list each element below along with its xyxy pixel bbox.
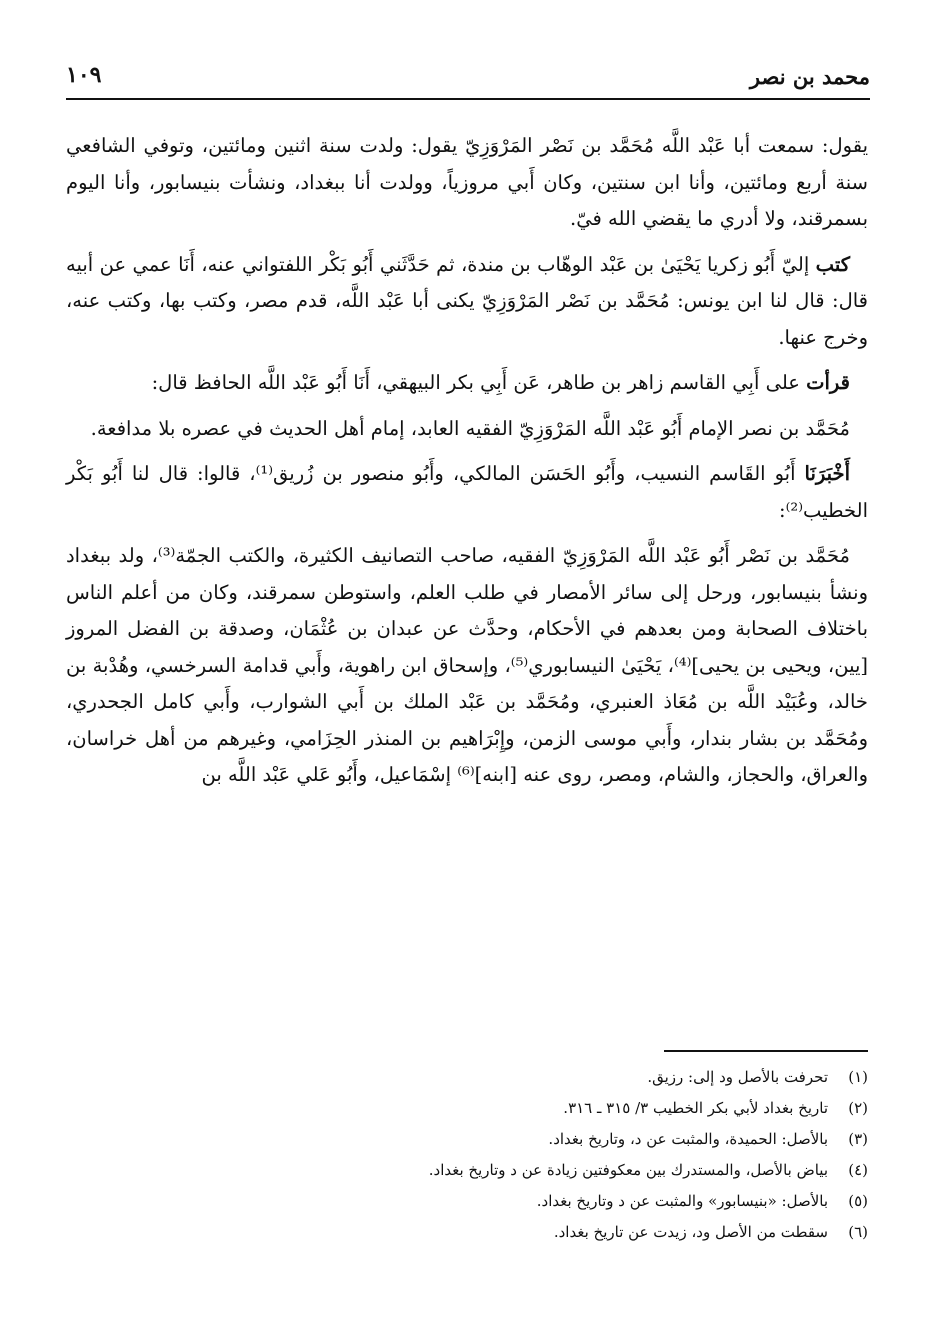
paragraph-lead: كتب — [815, 252, 850, 276]
footnote-number: (٥) — [848, 1192, 868, 1210]
footnote — [66, 1217, 868, 1248]
footnote-text: بياض بالأصل، والمستدرك بين معكوفتين زيادة عن د وتاريخ بغداد. — [428, 1161, 828, 1179]
page-header — [66, 58, 870, 100]
paragraph-lead: أَخْبَرَنَا — [804, 462, 850, 485]
paragraph — [66, 411, 868, 448]
paragraph-text: إليّ أَبُو زكريا يَحْيَىٰ بن عَبْد الوهّاب بن مندة، ثم حَدَّثَني أَبُو بَكْر اللفتواني عنه، أَنَا عمي عن أبيه قال: قال لنا ابن يونس: مُحَمَّد بن نَصْر المَرْوَزِيّ يكنى أبا عَبْد اللَّه، قدم مصر، وكتب بها، وكتب عنه، وخرج عنها. — [66, 252, 868, 349]
footnote — [66, 1186, 868, 1217]
paragraph-text: مُحَمَّد بن نَصْر أَبُو عَبْد اللَّه المَرْوَزِيّ الفقيه، صاحب التصانيف الكثيرة، والكتب الجمّة⁽³⁾، ولد ببغداد ونشأ بنيسابور، ورحل إلى سائر الأمصار في طلب العلم، واستوطن سمرقند، وكان من أعلم الناس باختلاف الصحابة ومن بعدهم في الأحكام، وحدَّث عن عبدان بن عُثْمَان، وصدقة بن الفضل المروز [يين، ويحيى بن يحيى]⁽⁴⁾، يَحْيَىٰ النيسابوري⁽⁵⁾، وإسحاق ابن راهوية، وأَبي قدامة السرخسي، وهُدْبة بن خالد، وعُبَيْد اللَّه بن مُعَاذ العنبري، ومُحَمَّد بن عَبْد الملك بن أَبي الشوارب، وأَبي كامل الجحدري، ومُحَمَّد بن بشار بندار، وأَبي موسى الزمن، وإِبْرَاهيم بن المنذر الحِزَامي، وغيرهم من أهل خراسان، والعراق، والحجاز، والشام، ومصر، روى عنه [ابنه]⁽⁶⁾ إسْمَاعيل، وأَبُو عَلي عَبْد اللَّه بن — [66, 544, 868, 786]
paragraph-lead: قرأت — [806, 371, 850, 394]
footnote-number: (٢) — [848, 1099, 868, 1117]
paragraph — [66, 128, 868, 238]
paragraph-text: يقول: سمعت أبا عَبْد اللَّه مُحَمَّد بن نَصْر المَرْوَزِيّ يقول: ولدت سنة اثنين ومائتين، وتوفي الشافعي سنة أربع ومائتين، وأنا ابن سنتين، وكان أَبي مروزياً، وولدت أنا ببغداد، ونشأت بنيسابور، وأنا اليوم بسمرقند، ولا أدري ما يقضي الله فيّ. — [66, 134, 868, 230]
footnote-text: تاريخ بغداد لأبي بكر الخطيب ٣/ ٣١٥ ـ ٣١٦. — [563, 1099, 828, 1117]
footnote-text: بالأصل: الحميدة، والمثبت عن د، وتاريخ بغداد. — [548, 1130, 828, 1148]
footnote-text: بالأصل: «بنيسابور» والمثبت عن د وتاريخ بغداد. — [536, 1192, 828, 1210]
footnote — [66, 1093, 868, 1124]
footnotes — [66, 1062, 868, 1248]
paragraph-text: مُحَمَّد بن نصر الإمام أَبُو عَبْد اللَّه المَرْوَزِيّ الفقيه العابد، إمام أهل الحديث في عصره بلا مدافعة. — [90, 416, 850, 440]
paragraph — [66, 365, 868, 402]
paragraph — [66, 247, 868, 357]
page-number: ١٠٩ — [66, 62, 102, 88]
paragraph — [66, 456, 868, 529]
main-text — [66, 128, 868, 803]
footnote-number: (٦) — [848, 1223, 868, 1241]
running-title: محمد بن نصر — [749, 64, 870, 89]
paragraph — [66, 538, 868, 794]
footnote-text: سقطت من الأصل ود، زيدت عن تاريخ بغداد. — [553, 1223, 828, 1241]
footnote — [66, 1124, 868, 1155]
footnote — [66, 1062, 868, 1093]
paragraph-text: أَبُو القَاسم النسيب، وأَبُو الحَسَن المالكي، وأَبُو منصور بن زُريق⁽¹⁾، قالوا: قال لنا أَبُو بَكْر الخطيب⁽²⁾: — [66, 462, 868, 522]
footnote-separator — [664, 1050, 868, 1052]
paragraph-text: على أَبِي القاسم زاهر بن طاهر، عَن أَبِي بكر البيهقي، أَنَا أَبُو عَبْد اللَّه الحافظ قال: — [151, 371, 807, 394]
footnote-text: تحرفت بالأصل ود إلى: رزيق. — [647, 1068, 828, 1086]
footnote — [66, 1155, 868, 1186]
footnote-number: (١) — [848, 1068, 868, 1086]
footnote-number: (٤) — [848, 1161, 868, 1179]
footnote-number: (٣) — [848, 1130, 868, 1148]
